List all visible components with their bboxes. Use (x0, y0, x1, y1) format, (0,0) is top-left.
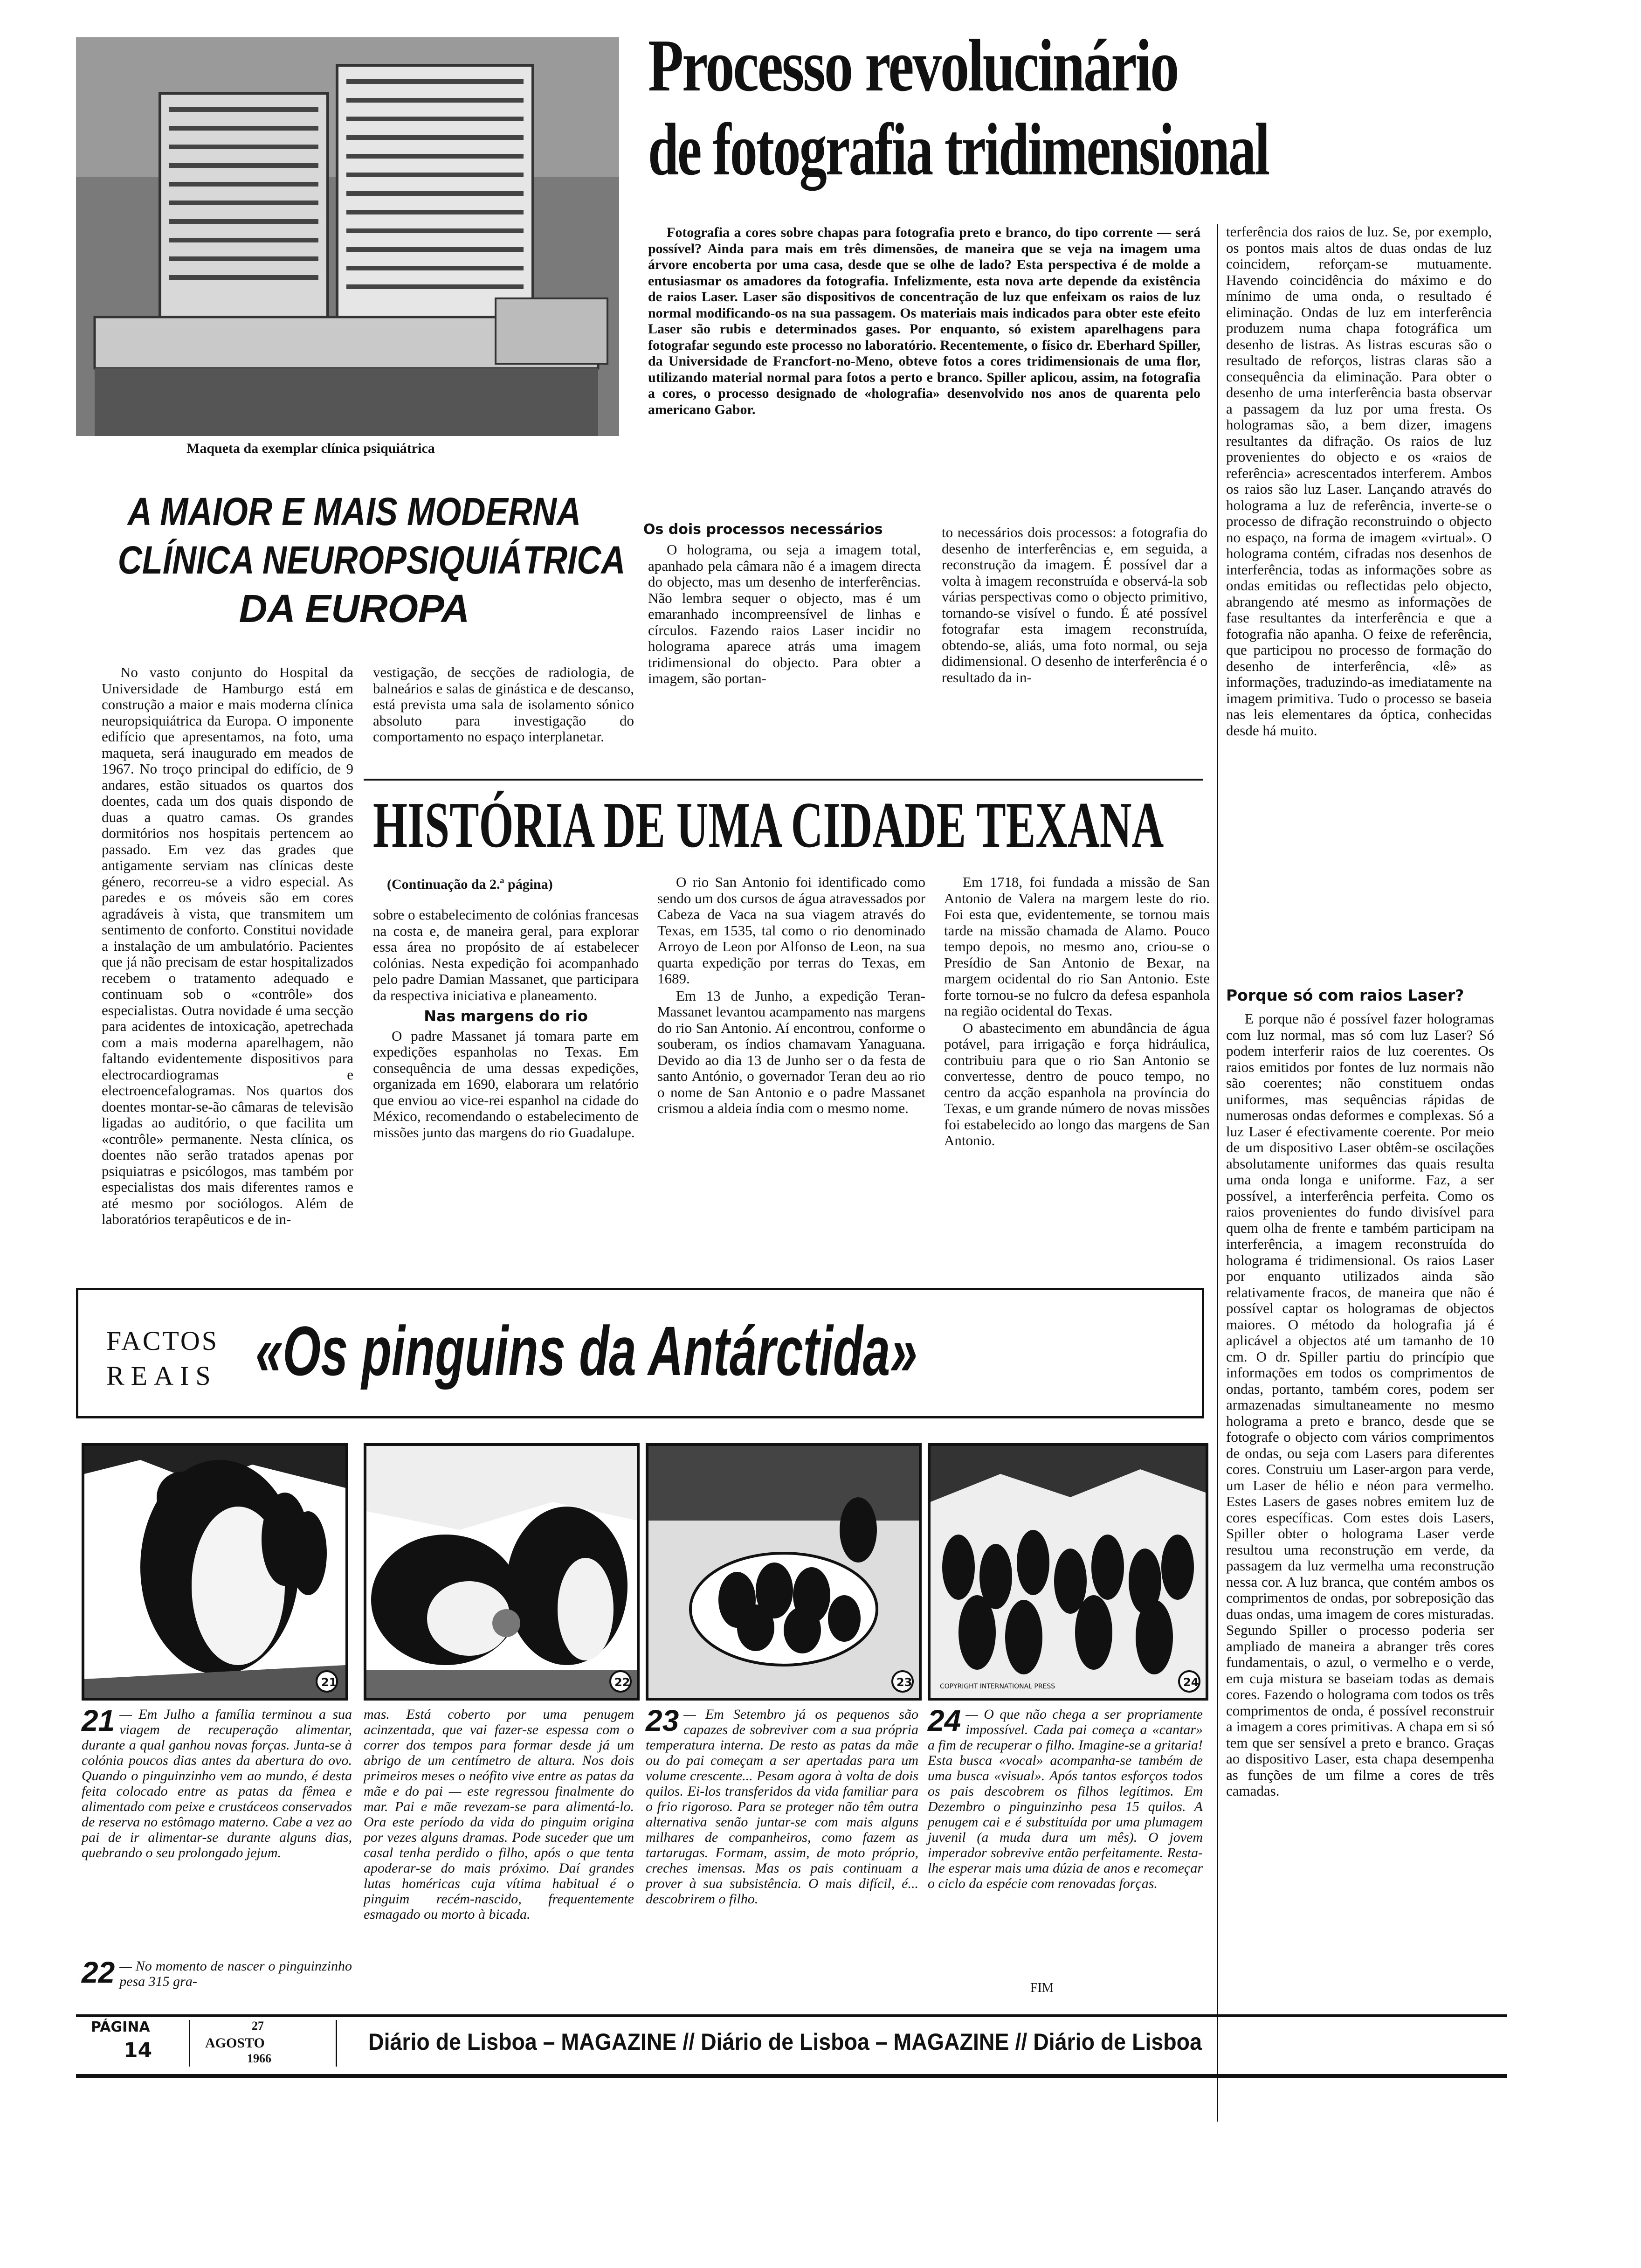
comic-panel-23 (646, 1443, 922, 1701)
footer-page-label: PÁGINA (91, 2019, 150, 2035)
holography-col-c-text: terferência dos raios de luz. Se, por exemplo, os pontos mais altos de duas ondas de luz coincidem, reforçam-se mutuamente. Havendo coincidência do máximo e do mínimo de uma onda, o resultado é eliminação. Ondas de luz em interferência produzem numa chapa fotográfica um desenho de listras. As listras escuras são o resultado de reforços, listras claras são a consequência da eliminação. Para obter o desenho de uma interferência basta observar a passagem da luz por uma fresta. Os hologramas são, a bem dizer, imagens resultantes da difração. Os raios de luz provenientes do objecto e os «raios de referência» acrescentados interferem. Ambos os raios são luz Laser. Lançando através do holograma a luz de referência, inverte-se o processo de difração reconstruindo o objecto no espaço, na forma de imagem «virtual». O holograma contém, cifradas nos desenhos de interferência, todas as informações sobre as ondas emitidas ou reflectidas pelo objecto, abrangendo até mesmo as informações de fase resultantes da interferência e que a fotografia não apanha. O feixe de referência, que participou no processo de formação do desenho de interferência, «lê» as informações, traduzindo-as imediatamente na imagem primitiva. Tudo o processo se baseia nas leis elementares da óptica, conhecidas desde há muito. (1226, 223, 1492, 739)
comic-title: «Os pinguins da Antárctida» (255, 1312, 917, 1390)
texas-col-3 (944, 874, 1210, 1150)
holography-col-b-text: to necessários dois processos: a fotografia do desenho de interferências e, em seguida, a reconstrução da imagem. É possível dar a volta à imagem reconstruída e observá-la sob várias perspectivas como o objecto primitivo, tornando-se visível o fundo. É até possível fotografar esta imagem reconstruída, obtendo-se, aliás, uma foto normal, ou seja didimensional. O desenho de interferência é o resultado da in- (942, 524, 1207, 685)
panel-tag-24: 24 (1183, 1676, 1199, 1689)
caption-text-23: — Em Setembro já os pequenos são capazes de sobreviver com a sua própria temperatura interna. De resto as patas da mãe ou do pai começam a ser apertadas para um volume crescente... Pesam agora à volta de dois quilos. Ei-los transferidos da vida familiar para o frio rigoroso. Para se proteger não têm outra alternativa senão juntar-se com mais alguns milhares de companheiros, como fazem as tartarugas. Formam, assim, de moto próprio, creches imensas. Mas os pais continuam a prover à sua subsistência. O mais difícil, é... descobrirem o filho. (646, 1707, 918, 1907)
texas-col-2-text: O rio San Antonio foi identificado como sendo um dos cursos de água atravessados por Cabeza de Vaca na sua viagem através do Texas, em 1535, tal como o rio denominado Arroyo de Leon por Alfonso de Leon, na sua quarta expedição por terras do Texas, em 1689. (657, 874, 925, 987)
holography-subhead-2: Porque só com raios Laser? (1226, 986, 1464, 1004)
clinic-col-2-text: vestigação, de secções de radiologia, de balneários e salas de ginástica e de descanso, está prevista uma sala de isolamento sónico absoluto para investigação do comportamento no espaço interplanetar. (373, 664, 634, 745)
texas-subhead: Nas margens do rio (424, 1007, 588, 1025)
panel-tag-21: 21 (321, 1676, 337, 1689)
footer-divider-2 (336, 2020, 337, 2067)
texas-col-3b-text: O abastecimento em abundância de água potável, para irrigação e força hidráulica, contribuiu para que o rio San Antonio se convertesse, dentro de pouco tempo, no centro da acção espanhola na província do Texas, e um grande número de novas missões foi estabelecido ao longo das margens de San Antonio. (944, 1019, 1210, 1148)
comic-caption-22 (364, 1707, 634, 1922)
clinic-headline-block (79, 487, 629, 633)
footer-day: 27 (252, 2019, 264, 2033)
penguin-creche-illustration (648, 1446, 919, 1698)
comic-copyright: COPYRIGHT INTERNATIONAL PRESS (940, 1683, 1055, 1690)
holography-col-a-text: O holograma, ou seja a imagem total, apanhado pela câmara não é a imagem directa do objecto, mas um desenho de interferências. Não lembra sequer o objecto, mas é um emaranhado incompreensível de linhas e círculos. Fazendo raios Laser incidir no holograma aparece atrás uma imagem tridimensional do objecto. Para obter a imagem, são portan- (648, 541, 921, 686)
building-model-illustration (76, 37, 619, 436)
texas-headline: HISTÓRIA DE UMA CIDADE TEXANA (373, 789, 1164, 861)
footer-year: 1966 (247, 2052, 271, 2065)
texas-col-3-text: Em 1718, foi fundada a missão de San Antonio de Valera na margem leste do rio. Foi esta que, evidentemente, se tornou mais tarde na missão chamada de Alamo. Pouco tempo depois, no mesmo ano, criou-se o Presídio de San Antonio de Bexar, na margem ocidental do rio San Antonio. Este forte tornou-se no fulcro da defesa espanhola na região ocidental do Texas. (944, 874, 1210, 1019)
panel-tag-22: 22 (614, 1676, 630, 1689)
caption-number-21: 21 (82, 1704, 115, 1737)
comic-caption-21 (82, 1704, 352, 1860)
footer-page-number: 14 (124, 2039, 152, 2062)
clinic-headline-line3: DA EUROPA (239, 587, 470, 630)
footer-month: AGOSTO (205, 2035, 265, 2051)
photo-caption: Maqueta da exemplar clínica psiquiátrica (186, 441, 435, 456)
caption-text-22-lead: — No momento de nascer o pinguinzinho pesa 315 gra- (119, 1958, 352, 1989)
headline-main-line1: Processo revolucinário (648, 24, 1178, 107)
comic-panel-21 (82, 1443, 348, 1701)
comic-label-1: FACTOS (106, 1326, 219, 1356)
comic-caption-23 (646, 1704, 918, 1907)
penguin-adult-illustration (84, 1446, 345, 1698)
texas-col-1b-text: O padre Massanet já tomara parte em expedições espanholas no Texas. Em consequência de uma dessas expedições, organizada em 1690, elaborara um relatório que enviou ao vice-rei espanhol na cidade do México, recomendando o estabelecimento de missões junto das margens do rio Guadalupe. (373, 1027, 639, 1141)
penguin-colony-illustration (931, 1446, 1206, 1698)
footer-divider-1 (189, 2020, 190, 2067)
footer-banner: Diário de Lisboa – MAGAZINE // Diário de Lisboa – MAGAZINE // Diário de Lisboa (368, 2029, 1202, 2055)
holography-col-d (1226, 1011, 1494, 1800)
caption-number-23: 23 (646, 1704, 679, 1737)
holography-col-c (1226, 224, 1492, 740)
clinic-headline-line1: A MAIOR E MAIS MODERNA (127, 490, 581, 533)
footer-top-rule (76, 2014, 1507, 2017)
comic-label-2: REAIS (106, 1361, 217, 1391)
caption-text-22: mas. Está coberto por uma penugem acinzentada, que vai fazer-se espessa com o correr dos tempos para formar desde já um abrigo de um centímetro de altura. Nos dois primeiros meses o neófito vive entre as patas da mãe e do pai — este regressou finalmente do mar. Pai e mãe revezam-se para alimentá-lo. Ora este período da vida do pinguim origina por vezes alguns dramas. Pode suceder que um casal tenha perdido o filho, após o que tenta apoderar-se do mais próximo. Daí grandes lutas homéricas cuja vítima habitual é o pinguim recém-nascido, frequentemente esmagado ou morto à bicada. (364, 1707, 634, 1922)
comic-panel-24 (928, 1443, 1208, 1701)
texas-col-2 (657, 874, 925, 1118)
texas-col-1 (373, 907, 639, 1141)
clinic-col-1-text: No vasto conjunto do Hospital da Universidade de Hamburgo está em construção a maior e mais moderna clínica neuropsiquiátrica da Europa. O imponente edifício que apresentamos, na foto, uma maqueta, será inaugurado em meados de 1967. No troço principal do edifício, de 9 andares, estão situados os quartos dos doentes, cada um dos quais dispondo de duas a quatro camas. Os grandes dormitórios nos hospitais pertencem ao passado. Em vez das grades que antigamente serviam nas clínicas deste género, recorreu-se a vidro especial. As paredes e os móveis são em cores agradáveis à vista, que transmitem um sentimento de conforto. Constitui novidade a instalação de um ambulatório. Pacientes que já não precisam de estar hospitalizados recebem o tratamento adequado e continuam sob o «contrôle» dos especialistas. Outra novidade é uma secção para acidentes de intoxicação, apetrechada com a mais moderna aparelhagem, não faltando evidentemente dispositivos para electrocardiogramas e electroencefalogramas. Nos quartos dos doentes montar-se-ão câmaras de televisão ligadas ao auditório, o que facilita um «contrôle» permanente. Nesta clínica, os doentes não serão tratados apenas por psiquiatras e psicólogos, mas também por especialistas dos mais diferentes ramos e até mesmo por sociólogos. Além de laboratórios terapêuticos e de in- (102, 664, 353, 1227)
caption-number-24: 24 (928, 1704, 961, 1737)
column-rule (1217, 224, 1218, 2122)
caption-text-24: — O que não chega a ser propriamente impossível. Cada pai começa a «cantar» a fim de recuperar o filho. Imagine-se a gritaria! Esta busca «vocal» acompanha-se também de uma busca «visual». Após tantos esforços todos os pais descobrem os filhos legítimos. Em Dezembro o pinguinzinho pesa 15 quilos. A penugem cai e é substituída por uma plumagem juvenil (a muda dura um mês). O jovem imperador sobrevive então perfeitamente. Resta-lhe esperar mais uma dúzia de anos e recomeçar o ciclo da espécie com renovadas forças. (928, 1707, 1203, 1891)
clinic-col-1 (102, 664, 353, 1229)
holography-lead (648, 225, 1200, 419)
holography-col-a (648, 542, 921, 688)
clinic-model-photo (76, 37, 619, 436)
comic-caption-24 (928, 1704, 1203, 1891)
comic-fim: FIM (1030, 1981, 1054, 1995)
caption-number-22: 22 (82, 1956, 115, 1989)
texas-continuation: (Continuação da 2.ª página) (387, 877, 553, 892)
texas-col-1-text: sobre o estabelecimento de colónias francesas na costa e, de maneira geral, para explorar essa área no propósito de aí estabelecer colónias. Nesta expedição foi acompanhado pelo padre Damian Massanet, que participara da respectiva iniciativa e planeamento. (373, 906, 639, 1003)
headline-main-line2: de fotografia tridimensional (648, 108, 1269, 191)
clinic-headline-line2: CLÍNICA NEUROPSIQUIÁTRICA (117, 538, 626, 582)
comic-panel-22 (364, 1443, 640, 1701)
holography-subhead-1: Os dois processos necessários (643, 521, 883, 538)
penguin-parents-illustration (366, 1446, 637, 1698)
footer-bottom-rule (76, 2074, 1507, 2078)
holography-col-b (942, 525, 1207, 686)
texas-top-rule (364, 779, 1203, 781)
panel-tag-23: 23 (896, 1676, 912, 1689)
holography-col-d-text: E porque não é possível fazer hologramas com luz normal, mas só com luz Laser? Só podem interferir raios de luz coerentes. Os raios emitidos por fontes de luz normais não são coerentes; não constituem ondas uniformes, mas sequências rápidas de numerosas ondas deformes e complexas. Só a luz Laser é efectivamente coerente. Por meio de um dispositivo Laser obtêm-se oscilações absolutamente uniformes das quais resulta uma onda longa e uniforme. Faz, a ser possível, a interferência perfeita. Como os raios provenientes do fundo divisível para quem olha de frente e também participam na interferência, a imagem reconstruída do holograma é tridimensional. Os raios Laser por enquanto utilizados ainda são relativamente fracos, de maneira que não é possível captar os hologramas de objectos maiores. O método da holografia já é aplicável a objectos até um tamanho de 10 cm. O dr. Spiller partiu do princípio que informações em todos os comprimentos de ondas, portanto, também cores, podem ser armazenadas simultaneamente no mesmo holograma a preto e branco, desde que se fotografe o objecto com vários comprimentos de ondas, ou seja com Lasers para diferentes cores. Construiu um Laser-argon para verde, um Laser de hélio e néon para vermelho. Estes Lasers de gases nobres emitem luz de cores específicas. Com estes dois Lasers, Spiller obter o holograma Laser verde resultou uma reconstrução em verde, da passagem da luz vermelha uma reconstrução nessa cor. A luz branca, que contém ambos os comprimentos de ondas, por sobreposição das duas ondas, uma imagem de cores misturadas. Segundo Spiller o processo poderia ser ampliado de maneira a abranger três cores fundamentais, o azul, o vermelho e o verde, em cuja mistura se baseiam todas as demais cores. Fazendo o holograma com todos os três comprimentos de onda, é possível reconstruir a imagem a cores primitivas. A chapa em si só tem que ser sensível a preto e branco. Graças ao dispositivo Laser, esta chapa desempenha as funções de um filme a cores de três camadas. (1226, 1010, 1494, 1799)
caption-text-21: — Em Julho a família terminou a sua viagem de recuperação alimentar, durante a qual ganhou novas forças. Junta-se à colónia poucos dias antes da abertura do ovo. Quando o pinguinzinho vem ao mundo, é desta feita colocado entre as patas da fêmea e alimentado com peixe e crustáceos conservados de reserva no estômago materno. Cabe a vez ao pai de ir alimentar-se durante alguns dias, quebrando o seu prolongado jejum. (82, 1707, 352, 1860)
texas-col-2b-text: Em 13 de Junho, a expedição Teran-Massanet levantou acampamento nas margens do rio San Antonio. Aí encontrou, conforme o souberam, os índios chamavam Yanaguana. Devido ao dia 13 de Junho ser o da festa de santo António, o governador Teran deu ao rio o nome de San Antonio e o padre Massanet crismou a aldeia índia com o mesmo nome. (657, 987, 925, 1116)
clinic-col-2 (373, 664, 634, 746)
comic-caption-22-lead (82, 1958, 352, 1989)
comic-header-box (76, 1288, 1204, 1418)
holography-lead-text: Fotografia a cores sobre chapas para fotografia preto e branco, do tipo corrente — será possível? Ainda para mais em três dimensões, de maneira que se veja na imagem uma árvore encoberta por uma casa, desde que se olhe de lado? Esta perspectiva é de molde a entusiasmar os amadores da fotografia. Infelizmente, esta nova arte depende da existência de raios Laser. Laser são dispositivos de concentração de luz que enfeixam os raios de luz normal modificando-os na sua passagem. Os materiais mais indicados para obter este efeito Laser são rubis e determinados gases. Por enquanto, só existem aparelhagens para fotografar segundo este processo no laboratório. Recentemente, o físico dr. Eberhard Spiller, da Universidade de Francfort-no-Meno, obteve fotos a cores tridimensionais de uma flor, utilizando material normal para fotos a perto e branco. Spiller aplicou, assim, na fotografia a cores, o processo designado de «holografia» desenvolvido nos anos de quarenta pelo americano Gabor. (648, 225, 1200, 417)
